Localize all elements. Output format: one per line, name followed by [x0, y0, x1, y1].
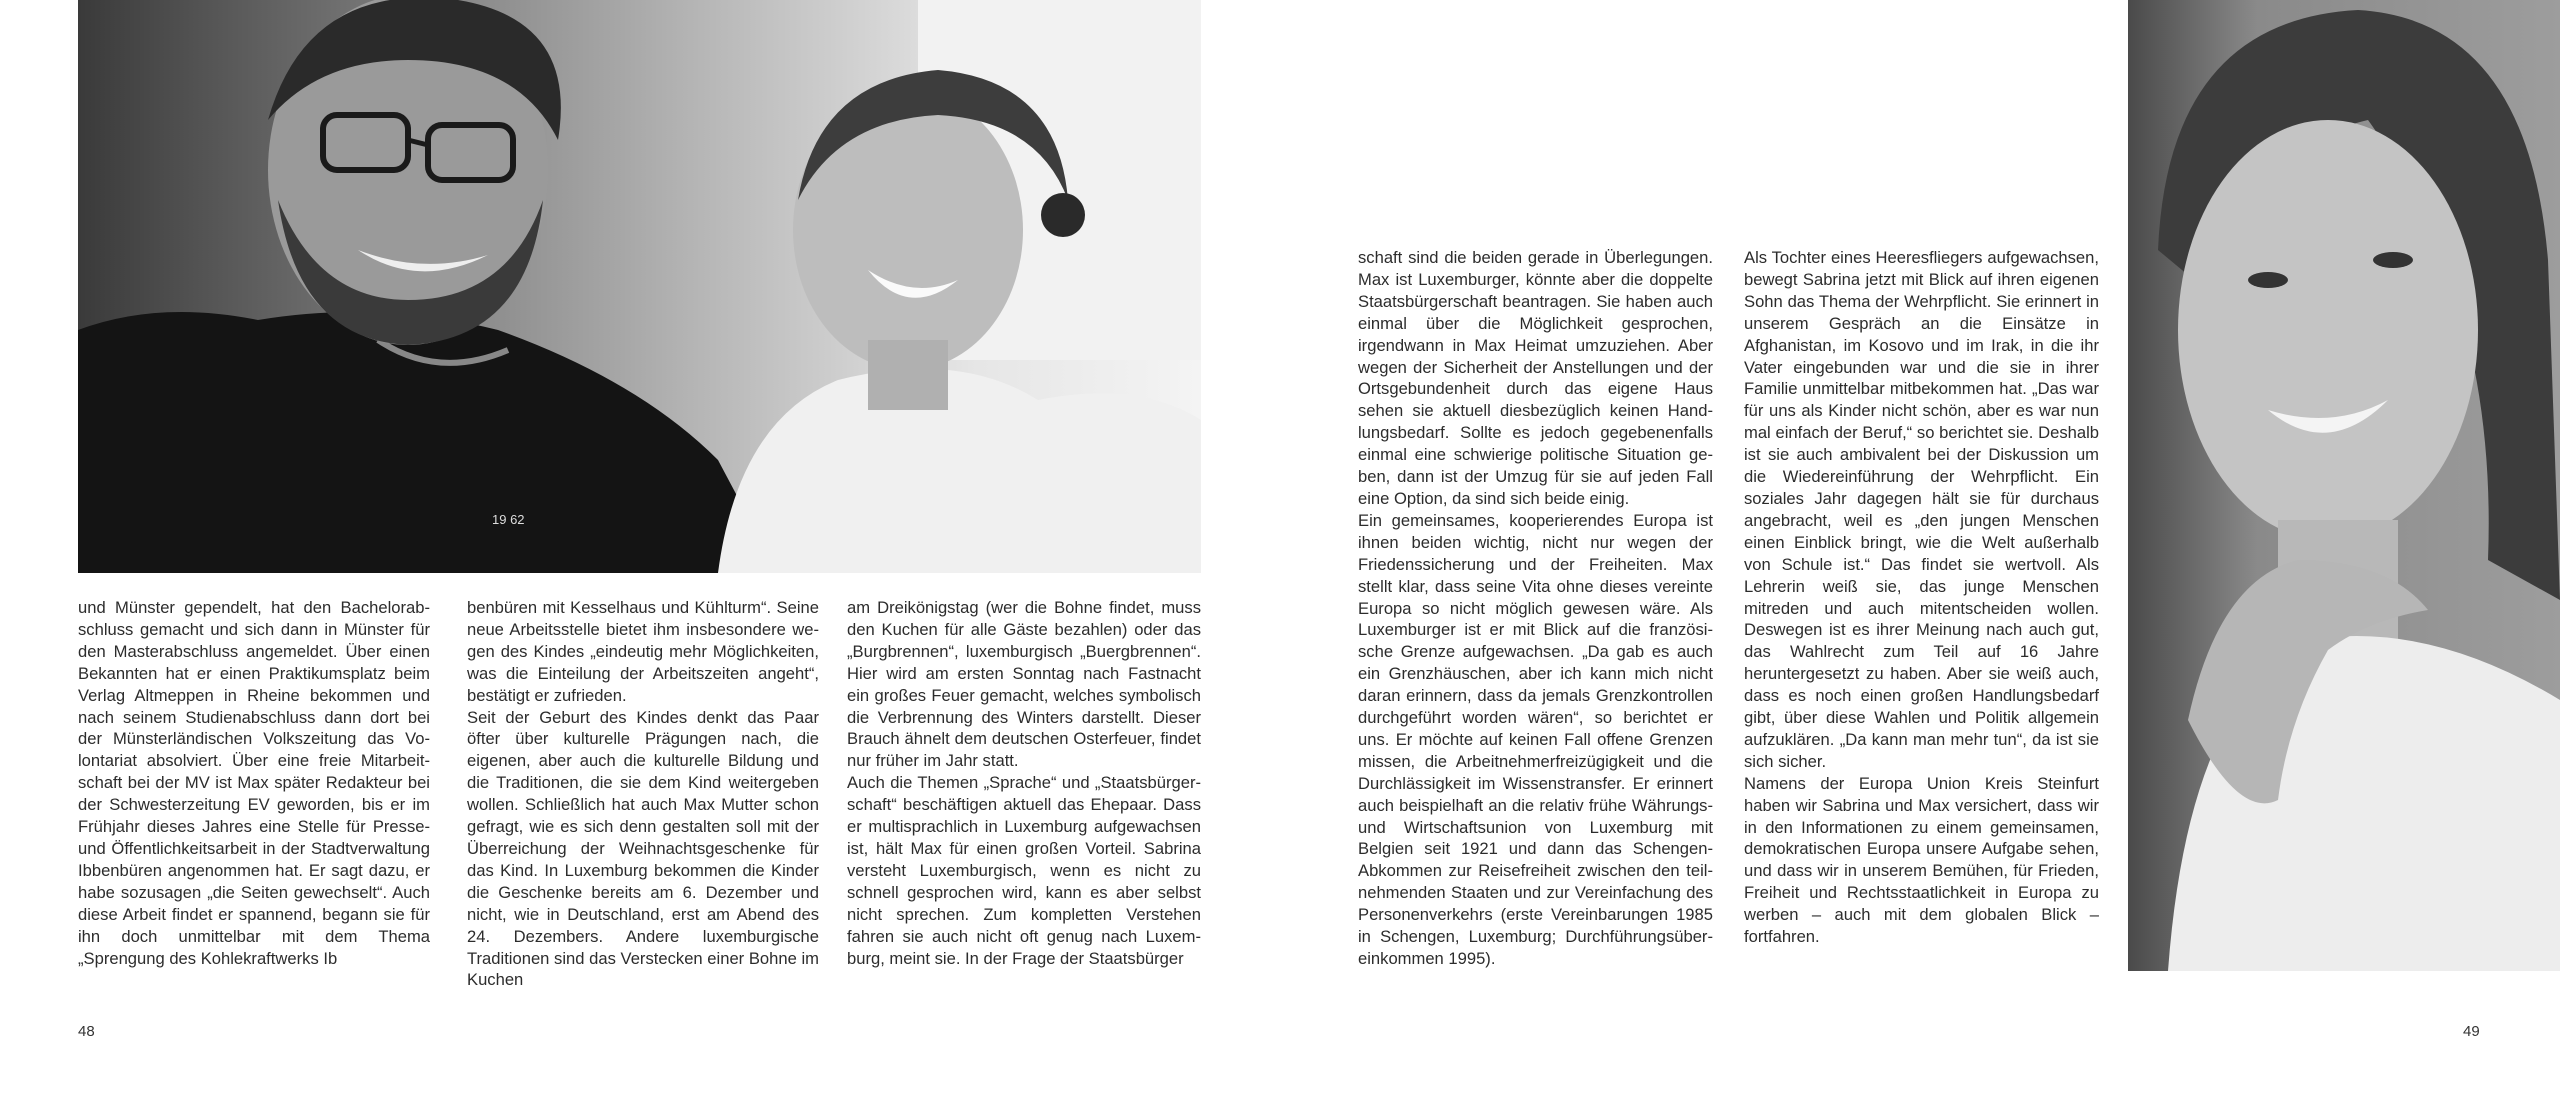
photo-max-and-sabrina: [78, 0, 1201, 573]
page-number-right: 49: [2463, 1023, 2480, 1040]
paragraph: schaft sind die beiden gerade in Überlegungen. Max ist Luxemburger, könnte aber die doppelte Staatsbürgerschaft beantragen. Sie haben auch einmal über die Möglichkeit gesprochen, irgendwann in Max Heimat umzuziehen. Aber wegen der Sicherheit der Anstellungen und der Ortsgebundenheit durch das eigene Haus sehen sie aktuell diesbezüglich keinen Handlungsbedarf. Sollte es jedoch gegebenenfalls einmal eine schwierige politische Situation geben, dann ist der Umzug für sie auf jeden Fall eine Option, da sind sich beide einig.: [1358, 248, 1713, 508]
portrait-illustration: [2128, 0, 2560, 971]
paragraph: und Münster gependelt, hat den Bachelorabschluss gemacht und sich dann in Münster für den Masterabschluss angemeldet. Über einen Bekannten hat er einen Praktikumsplatz beim Verlag Altmeppen in Rheine bekommen und nach seinem Studienabschluss dann dort bei der Münsterländischen Volkszeitung das Volontariat absolviert. Über eine freie Mitarbeitschaft bei der MV ist Max später Redakteur bei der Schwesterzeitung EV geworden, bis er im Frühjahr dieses Jahres eine Stelle für Presse- und Öffentlichkeitsarbeit in der Stadtverwaltung Ibbenbüren angenommen hat. Er sagt dazu, er habe sozusagen „die Seiten gewechselt“. Auch diese Arbeit findet er spannend, begann sie für ihn doch unmittelbar mit dem Thema „Sprengung des Kohlekraftwerks Ib: [78, 598, 430, 968]
paragraph: benbüren mit Kesselhaus und Kühlturm“. Seine neue Arbeitsstelle bietet ihm insbesondere wegen des Kindes „eindeutig mehr Möglichkeiten, was die Einteilung der Arbeitszeiten angeht“, bestätigt er zufrieden.: [467, 598, 819, 705]
paragraph: Als Tochter eines Heeresfliegers aufgewachsen, bewegt Sabrina jetzt mit Blick auf ihren eigenen Sohn das Thema der Wehrpflicht. Sie erinnert in unserem Gespräch an die Einsätze in Afghanistan, im Kosovo und im Irak, in die ihr Vater eingebunden war und die sie in ihrer Familie unmittelbar mitbekommen hat. „Das war für uns als Kinder nicht schön, aber es war nun mal einfach der Beruf,“ so berichtet sie. Deshalb ist sie auch ambivalent bei der Diskussion um die Wiedereinführung der Wehrpflicht. Ein soziales Jahr dagegen hält sie für durchaus angebracht, weil es „den jungen Menschen einen Einblick bringt, wie die Welt außerhalb von Schule ist.“ Das findet sie wertvoll. Als Lehrerin weiß sie, das junge Menschen mitreden und auch mitentscheiden wollen. Deswegen ist es ihrer Meinung nach auch gut, das Wahlrecht zum Teil auf 16 Jahre heruntergesetzt zu haben. Aber sie weiß auch, dass es noch einen großen Handlungsbedarf gibt, über diese Wahlen und Politik allgemein aufzuklären. „Da kann man mehr tun“, da ist sie sich sicher.: [1744, 248, 2099, 771]
photo-sabrina-portrait: [2128, 0, 2560, 971]
paragraph: Ein gemeinsames, kooperierendes Europa ist ihnen beiden wichtig, nicht nur wegen der Friedenssicherung und der Freiheiten. Max stellt klar, dass seine Vita ohne dieses vereinte Europa so nicht möglich gewesen wäre. Als Luxemburger ist er mit Blick auf die französische Grenze aufgewachsen. „Da gab es auch ein Grenzhäuschen, aber ich kann mich nicht daran erinnern, dass da jemals Grenzkontrollen durchgeführt worden wären“, so berichtet er uns. Er möchte auf keinen Fall offene Grenzen missen, die Arbeitnehmerfreizügigkeit und die Durchlässigkeit im Wissenstransfer. Er erinnert auch beispielhaft an die relativ frühe Währungs- und Wirtschaftsunion von Luxemburg mit Belgien seit 1921 und dann das Schengen-Abkommen zur Reisefreiheit zwischen den teilnehmenden Staaten und zur Vereinfachung des Personenverkehrs (erste Vereinbarungen 1985 in Schengen, Luxemburg; Durchführungsübereinkommen 1995).: [1358, 510, 1713, 968]
text-column-2: [467, 597, 819, 991]
photo-illustration: [78, 0, 1201, 573]
jersey-logo: [492, 512, 525, 527]
jersey-text: 19 62: [492, 512, 525, 527]
text-column-1: [78, 597, 430, 969]
paragraph: Seit der Geburt des Kindes denkt das Paar öfter über kulturelle Prägungen nach, die eigenen, aber auch die kulturelle Bildung und die Traditionen, die sie dem Kind weitergeben wollen. Schließlich hat auch Max Mutter schon gefragt, wie es sich denn gestalten soll mit der Überreichung der Weihnachtsgeschenke für das Kind. In Luxemburg bekommen die Kinder die Geschenke bereits am 6. Dezember und nicht, wie in Deutschland, erst am Abend des 24. Dezembers. Andere luxemburgische Traditionen sind das Verstecken einer Bohne im Kuchen: [467, 707, 819, 990]
paragraph: Namens der Europa Union Kreis Steinfurt haben wir Sabrina und Max versichert, dass wir in den Informationen zu einem gemeinsamen, demokratischen Europa unsere Aufgabe sehen, und dass wir in unserem Bemühen, für Frieden, Freiheit und Rechtsstaatlichkeit in Europa zu werben – auch mit dem globalen Blick – fortfahren.: [1744, 773, 2099, 947]
paragraph: am Dreikönigstag (wer die Bohne findet, muss den Kuchen für alle Gäste bezahlen) oder das „Burgbrennen“, luxemburgisch „Buergbrennen“. Hier wird am ersten Sonntag nach Fastnacht ein großes Feuer gemacht, welches symbolisch die Verbrennung des Winters darstellt. Dieser Brauch ähnelt dem deutschen Osterfeuer, findet nur früher im Jahr statt.: [847, 598, 1201, 771]
text-column-4: [1358, 247, 1713, 970]
paragraph: Auch die Themen „Sprache“ und „Staatsbürgerschaft“ beschäftigen aktuell das Ehepaar. Dass er multisprachlich in Luxemburg aufgewachsen ist, hält Max für einen großen Vorteil. Sabrina versteht Luxemburgisch, wenn es nicht zu schnell gesprochen wird, kann es aber selbst nicht sprechen. Zum kompletten Verstehen fahren sie auch nicht oft genug nach Luxemburg, meint sie. In der Frage der Staatsbürger: [847, 773, 1201, 968]
page-number-left: 48: [78, 1023, 95, 1040]
text-column-5: [1744, 247, 2099, 948]
portrait-face: [2178, 120, 2478, 540]
text-column-3: [847, 597, 1201, 969]
